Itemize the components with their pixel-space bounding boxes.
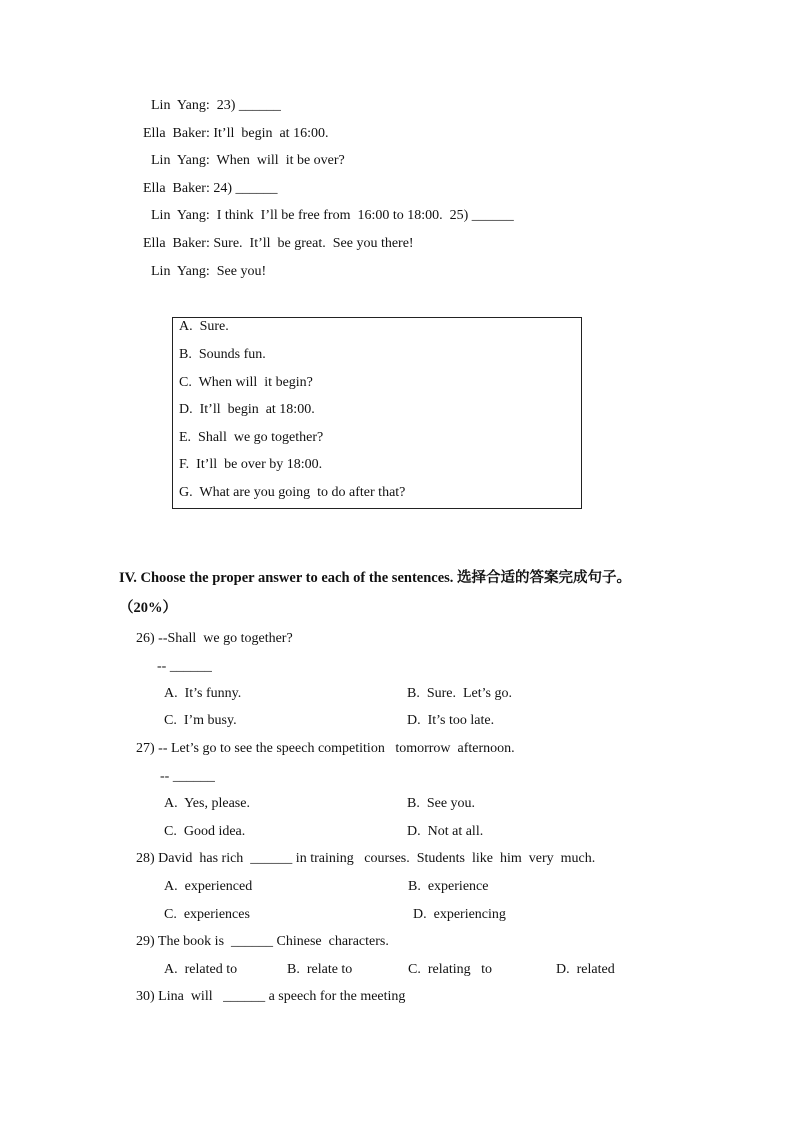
choice-b: B. relate to [287, 962, 353, 977]
choice-b: B. Sure. Let’s go. [407, 686, 512, 701]
answer-blank: -- ______ [160, 769, 215, 784]
question-26: 26) --Shall we go together? [136, 631, 293, 646]
option-f: F. It’ll be over by 18:00. [179, 457, 323, 472]
question-30: 30) Lina will ______ a speech for the meeting [136, 989, 406, 1004]
speaker: Ella Baker: [143, 181, 210, 196]
choice-d: D. experiencing [413, 907, 506, 922]
option-e: E. Shall we go together? [179, 430, 324, 445]
utterance: See you! [216, 264, 267, 279]
choice-a: A. It’s funny. [164, 686, 242, 701]
answer-blank: -- ______ [157, 659, 212, 674]
choice-d: D. Not at all. [407, 824, 484, 839]
choice-b: B. See you. [407, 796, 476, 811]
option-g: G. What are you going to do after that? [179, 485, 406, 500]
section-heading: IV. Choose the proper answer to each of the sentences. 选择合适的答案完成句子。 [119, 570, 632, 586]
dialogue-line [151, 263, 266, 281]
question-28: 28) David has rich ______ in training courses. Students like him very much. [136, 851, 596, 866]
utterance: 23) ______ [216, 98, 281, 113]
choice-b: B. experience [408, 879, 489, 894]
speaker: Ella Baker: [143, 126, 210, 141]
utterance: When will it be over? [216, 153, 345, 168]
speaker: Lin Yang: [151, 98, 210, 113]
choice-a: A. experienced [164, 879, 253, 894]
choice-d: D. related [556, 962, 615, 977]
dialogue-line [143, 180, 278, 198]
choice-c: C. I’m busy. [164, 713, 237, 728]
option-d: D. It’ll begin at 18:00. [179, 402, 315, 417]
choice-a: A. Yes, please. [164, 796, 250, 811]
option-b: B. Sounds fun. [179, 347, 266, 362]
choice-d: D. It’s too late. [407, 713, 495, 728]
choice-c: C. experiences [164, 907, 250, 922]
utterance: 24) ______ [213, 181, 278, 196]
question-27: 27) -- Let’s go to see the speech competition tomorrow afternoon. [136, 741, 515, 756]
option-a: A. Sure. [179, 319, 229, 334]
choice-c: C. Good idea. [164, 824, 246, 839]
speaker: Lin Yang: [151, 264, 210, 279]
question-29: 29) The book is ______ Chinese characters. [136, 934, 389, 949]
speaker: Lin Yang: [151, 208, 210, 223]
dialogue-line [151, 152, 345, 170]
dialogue-line [151, 97, 281, 115]
dialogue-line [143, 125, 328, 143]
utterance: I think I’ll be free from 16:00 to 18:00. 25) ______ [216, 208, 514, 223]
utterance: Sure. It’ll be great. See you there! [213, 236, 414, 251]
choice-c: C. relating to [408, 962, 492, 977]
dialogue-line [151, 207, 514, 225]
option-c: C. When will it begin? [179, 375, 313, 390]
speaker: Lin Yang: [151, 153, 210, 168]
section-percent: （20%） [119, 600, 177, 616]
choice-a: A. related to [164, 962, 238, 977]
utterance: It’ll begin at 16:00. [213, 126, 329, 141]
dialogue-line [143, 235, 414, 253]
speaker: Ella Baker: [143, 236, 210, 251]
